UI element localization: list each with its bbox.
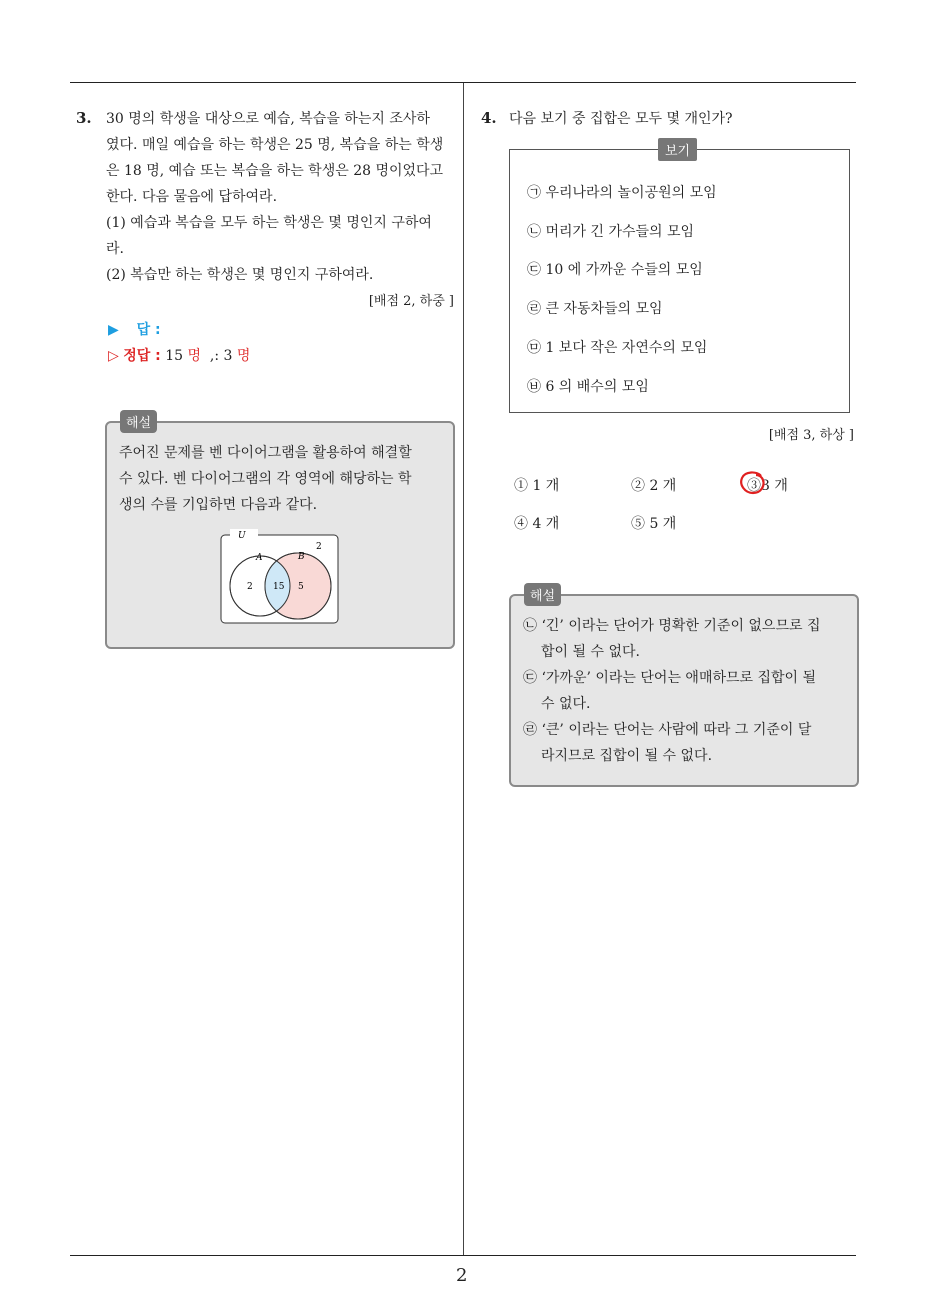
question-3-explanation-tag: 해설 <box>120 410 157 433</box>
venn-diagram <box>216 527 342 627</box>
correct-unit-2: 명 <box>236 348 251 364</box>
correct-unit-1: 명 <box>187 348 202 364</box>
correct-arrow-icon: ▷ <box>108 348 119 364</box>
venn-a-only-value: 2 <box>247 582 253 592</box>
question-3-explanation-text <box>119 440 449 518</box>
venn-universe-label: U <box>238 531 246 541</box>
answer-label: 답 : <box>136 322 161 338</box>
question-3-number: 3. <box>76 109 92 127</box>
question-3-line: (2) 복습만 하는 학생은 몇 명인지 구하여라. <box>106 267 374 283</box>
explanation-line: 합이 될 수 없다. <box>541 644 640 660</box>
venn-label-b: B <box>298 552 305 562</box>
question-4-explanation-text <box>523 613 853 769</box>
explanation-line: ㉢ ‘가까운’ 이라는 단어는 애매하므로 집합이 될 <box>523 670 817 686</box>
question-3-line: 였다. 매일 예습을 하는 학생은 25 명, 복습을 하는 학생 <box>106 137 444 153</box>
venn-b-only-value: 5 <box>298 582 304 592</box>
correct-label: 정답 : <box>123 348 161 364</box>
bogi-item: ㉥ 6 의 배수의 모임 <box>527 379 649 395</box>
question-4-score: [배점 3, 하상 ] <box>768 428 854 443</box>
answer-arrow-icon: ▶ <box>108 322 119 338</box>
question-3-correct-row <box>108 343 250 369</box>
question-3-line: 30 명의 학생을 대상으로 예습, 복습을 하는지 조사하 <box>106 111 430 127</box>
question-3-text <box>106 106 456 288</box>
explanation-line: ㉡ ‘긴’ 이라는 단어가 명확한 기준이 없으므로 집 <box>523 618 821 634</box>
question-3-line: 라. <box>106 241 124 257</box>
explanation-line: 수 있다. 벤 다이어그램의 각 영역에 해당하는 학 <box>119 471 412 487</box>
question-3-line: 한다. 다음 물음에 답하여라. <box>106 189 278 205</box>
choice-1[interactable]: ① 1 개 <box>514 478 560 494</box>
bogi-tag: 보기 <box>658 138 697 161</box>
column-divider <box>463 83 464 1255</box>
venn-outside-value: 2 <box>316 542 322 552</box>
choice-2[interactable]: ② 2 개 <box>631 478 677 494</box>
question-4-text: 다음 보기 중 집합은 모두 몇 개인가? <box>509 111 733 127</box>
question-4-explanation-tag: 해설 <box>524 583 561 606</box>
bogi-item: ㉣ 큰 자동차들의 모임 <box>527 301 663 317</box>
bottom-rule <box>70 1255 856 1256</box>
choice-3-label: 3 개 <box>761 478 788 494</box>
question-3-line: (1) 예습과 복습을 모두 하는 학생은 몇 명인지 구하여 <box>106 215 432 231</box>
bogi-item: ㉢ 10 에 가까운 수들의 모임 <box>527 262 703 278</box>
correct-separator: ,: <box>201 348 224 364</box>
explanation-line: ㉣ ‘큰’ 이라는 단어는 사람에 따라 그 기준이 달 <box>523 722 812 738</box>
explanation-line: 라지므로 집합이 될 수 없다. <box>541 748 713 764</box>
selected-answer-circle-icon <box>739 470 767 496</box>
bogi-item: ㉠ 우리나라의 놀이공원의 모임 <box>527 185 717 201</box>
explanation-line: 주어진 문제를 벤 다이어그램을 활용하여 해결할 <box>119 445 412 461</box>
correct-value-1: 15 <box>165 348 188 364</box>
page-number: 2 <box>456 1265 468 1286</box>
bogi-item: ㉤ 1 보다 작은 자연수의 모임 <box>527 340 708 356</box>
choice-3-marker: ③ <box>747 478 761 494</box>
explanation-line: 수 없다. <box>541 696 591 712</box>
question-3-answer-row <box>108 317 161 343</box>
question-3-line: 은 18 명, 예습 또는 복습을 하는 학생은 28 명이었다고 <box>106 163 444 179</box>
question-3-score: [배점 2, 하중 ] <box>368 294 454 309</box>
correct-value-2: 3 <box>223 348 237 364</box>
bogi-item: ㉡ 머리가 긴 가수들의 모임 <box>527 224 695 240</box>
venn-label-a: A <box>256 553 263 563</box>
venn-both-value: 15 <box>273 582 285 592</box>
choice-5[interactable]: ⑤ 5 개 <box>631 516 677 532</box>
question-4-number: 4. <box>481 109 497 127</box>
choice-4[interactable]: ④ 4 개 <box>514 516 560 532</box>
explanation-line: 생의 수를 기입하면 다음과 같다. <box>119 497 318 513</box>
